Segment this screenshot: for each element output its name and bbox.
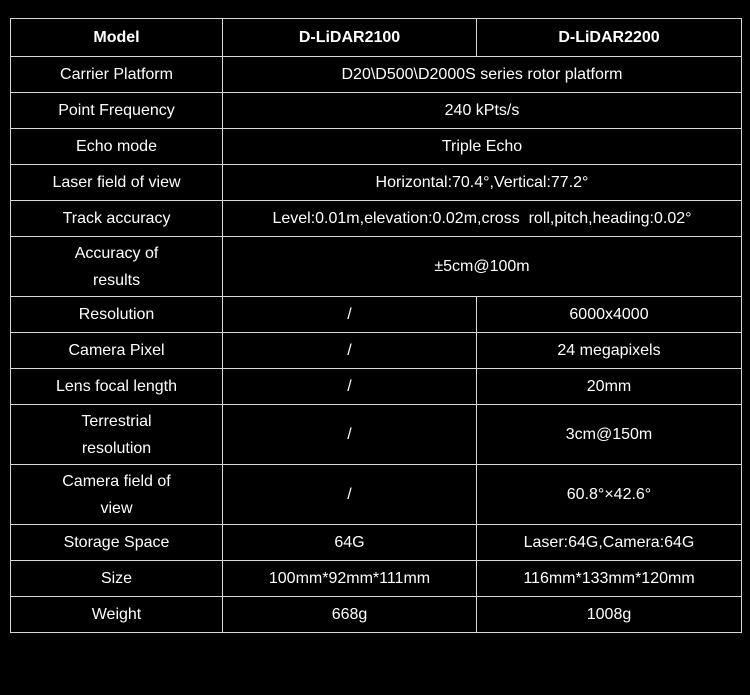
row-value: D20\D500\D2000S series rotor platform (223, 57, 742, 93)
row-value-a: 64G (223, 525, 477, 561)
table-row (11, 201, 742, 237)
row-value-a: / (223, 465, 477, 525)
row-value-b: 20mm (477, 369, 742, 405)
row-value-b: 24 megapixels (477, 333, 742, 369)
row-value-b: Laser:64G,Camera:64G (477, 525, 742, 561)
row-value: 240 kPts/s (223, 93, 742, 129)
table-row (11, 525, 742, 561)
row-value-b: 116mm*133mm*120mm (477, 561, 742, 597)
row-value-a: / (223, 369, 477, 405)
table-row (11, 597, 742, 633)
row-value: Horizontal:70.4°,Vertical:77.2° (223, 165, 742, 201)
row-label-line: Terrestrial (81, 412, 152, 430)
row-label: Storage Space (11, 525, 223, 561)
row-value-a: 100mm*92mm*111mm (223, 561, 477, 597)
row-value: ±5cm@100m (223, 237, 742, 297)
row-label-line: resolution (81, 439, 152, 457)
row-value: Level:0.01m,elevation:0.02m,cross roll,pitch,heading:0.02° (223, 201, 742, 237)
row-value: Triple Echo (223, 129, 742, 165)
row-label: Lens focal length (11, 369, 223, 405)
model-a-header: D-LiDAR2100 (223, 19, 477, 57)
row-value-b: 60.8°×42.6° (477, 465, 742, 525)
header-row (11, 19, 742, 57)
row-label: Echo mode (11, 129, 223, 165)
table-row (11, 369, 742, 405)
table-row (11, 405, 742, 465)
row-label: Laser field of view (11, 165, 223, 201)
table-row (11, 165, 742, 201)
model-header: Model (11, 19, 223, 57)
row-label: Carrier Platform (11, 57, 223, 93)
row-label-line: results (92, 271, 141, 289)
row-value-b: 6000x4000 (477, 297, 742, 333)
row-value-b: 1008g (477, 597, 742, 633)
table-row (11, 129, 742, 165)
row-label-line: Camera field of (62, 472, 171, 490)
row-label: Weight (11, 597, 223, 633)
row-value-b: 3cm@150m (477, 405, 742, 465)
model-b-header: D-LiDAR2200 (477, 19, 742, 57)
row-value-a: / (223, 333, 477, 369)
row-label: Camera Pixel (11, 333, 223, 369)
row-value-a: / (223, 405, 477, 465)
table-row (11, 297, 742, 333)
row-label: Track accuracy (11, 201, 223, 237)
table-row (11, 93, 742, 129)
row-label: Point Frequency (11, 93, 223, 129)
table-row (11, 333, 742, 369)
spec-table (10, 18, 742, 633)
row-label: Size (11, 561, 223, 597)
table-row (11, 237, 742, 297)
row-label-line: Accuracy of (74, 244, 159, 262)
table-row (11, 57, 742, 93)
row-value-a: / (223, 297, 477, 333)
row-label-line: view (100, 499, 133, 517)
row-value-a: 668g (223, 597, 477, 633)
row-label: Resolution (11, 297, 223, 333)
row-label (11, 405, 223, 465)
table-row (11, 561, 742, 597)
row-label (11, 465, 223, 525)
table-row (11, 465, 742, 525)
row-label (11, 237, 223, 297)
